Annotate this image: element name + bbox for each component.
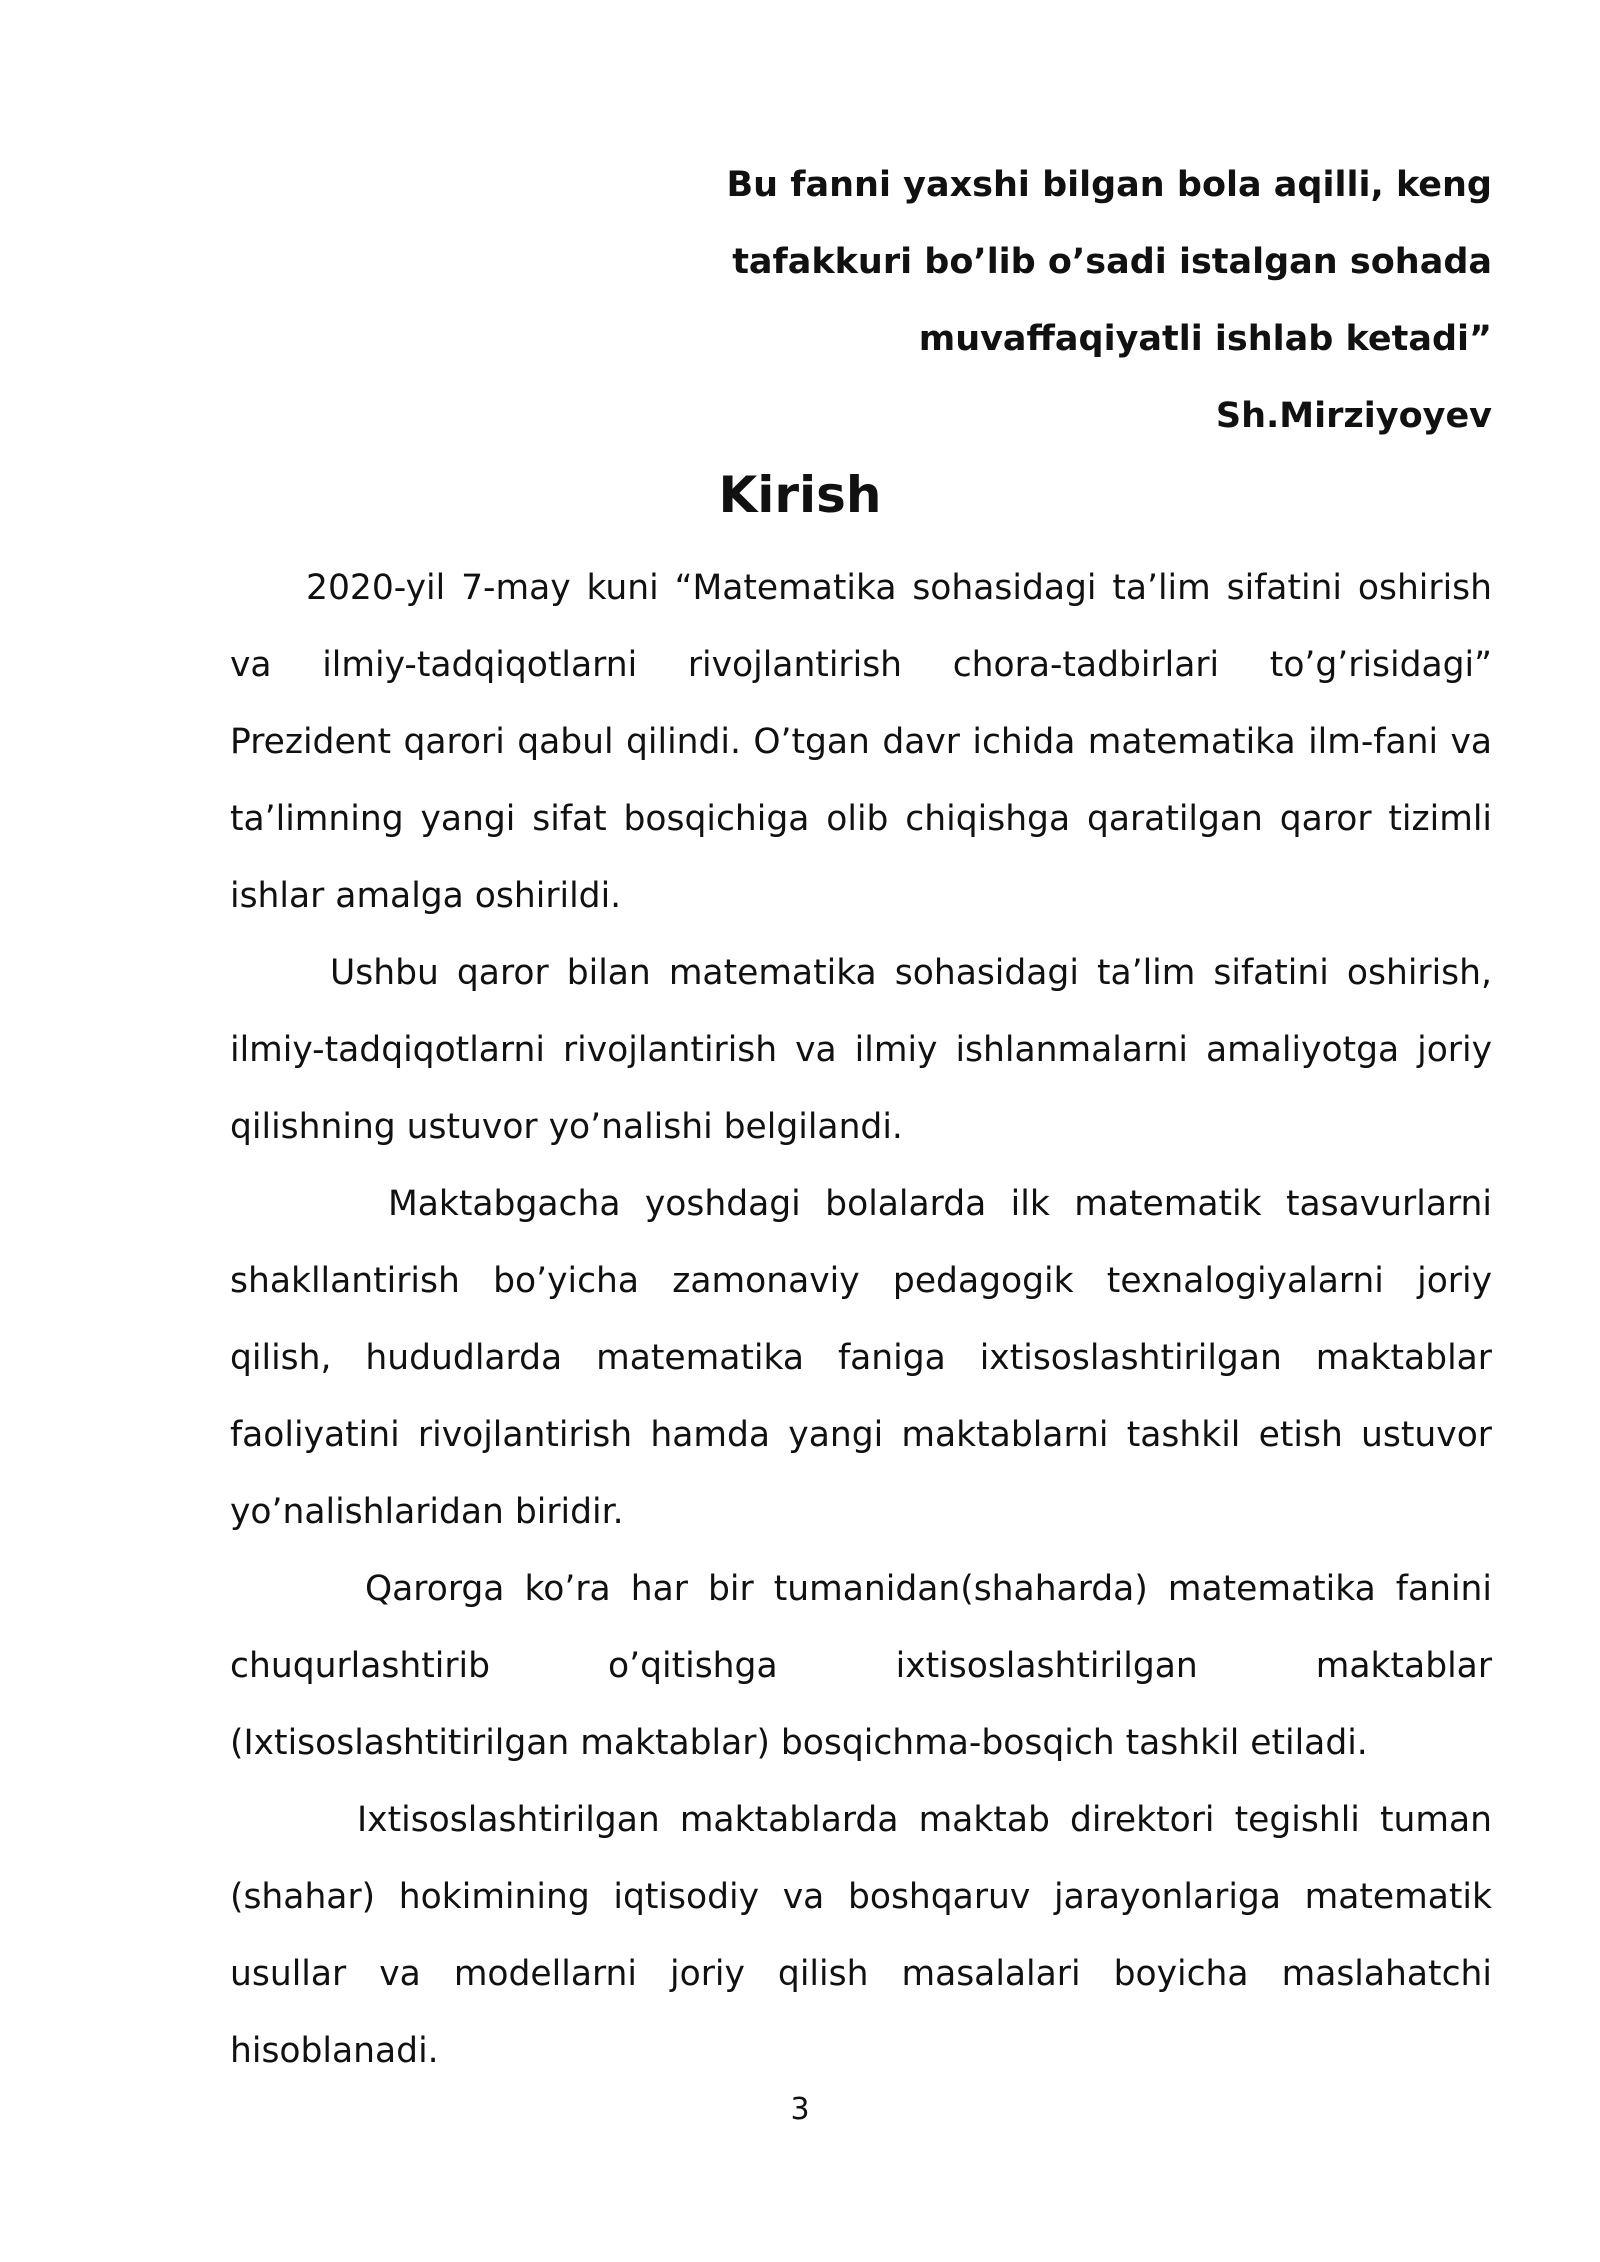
- paragraph: Ushbu qaror bilan matematika sohasidagi ta’lim sifatini oshirish, ilmiy-tadqiqotlarni rivojlantirish va ilmiy ishlanmalarni amaliyotga joriy qilishning ustuvor yo’nalishi belgilandi.: [230, 953, 1492, 1147]
- paragraph: Qarorga ko’ra har bir tumanidan(shaharda) matematika fanini chuqurlashtirib o’qitishga ixtisoslashtirilgan maktablar (Ixtisoslashtitirilgan maktablar) bosqichma-bosqich tashkil etiladi.: [230, 1569, 1492, 1763]
- paragraph: Ixtisoslashtirilgan maktablarda maktab direktori tegishli tuman (shahar) hokimining iqtisodiy va boshqaruv jarayonlariga matematik usullar va modellarni joriy qilish masalalari boyicha maslahatchi hisoblanadi.: [230, 1800, 1492, 2071]
- epigraph-line: muvaffaqiyatli ishlab ketadi”: [918, 319, 1492, 359]
- body-text: [230, 550, 1492, 2090]
- paragraph: Maktabgacha yoshdagi bolalarda ilk matematik tasavurlarni shakllantirish bo’yicha zamonaviy pedagogik texnalogiyalarni joriy qilish, hududlarda matematika faniga ixtisoslashtirilgan maktablar faoliyatini rivojlantirish hamda yangi maktablarni tashkil etish ustuvor yo’nalishlaridan biridir.: [230, 1184, 1492, 1532]
- epigraph-line: tafakkuri bo’lib o’sadi istalgan sohada: [732, 242, 1492, 282]
- epigraph-line: Bu fanni yaxshi bilgan bola aqilli, keng: [726, 165, 1492, 205]
- section-heading: Kirish: [718, 466, 882, 524]
- epigraph-quote: [230, 147, 1492, 455]
- paragraph: 2020-yil 7-may kuni “Matematika sohasidagi ta’lim sifatini oshirish va ilmiy-tadqiqotlarni rivojlantirish chora-tadbirlari to’g’risidagi” Prezident qarori qabul qilindi. O’tgan davr ichida matematika ilm-fani va ta’limning yangi sifat bosqichiga olib chiqishga qaratilgan qaror tizimli ishlar amalga oshirildi.: [230, 568, 1492, 916]
- epigraph-author: Sh.Mirziyoyev: [1215, 396, 1492, 436]
- page-number: 3: [790, 2092, 810, 2127]
